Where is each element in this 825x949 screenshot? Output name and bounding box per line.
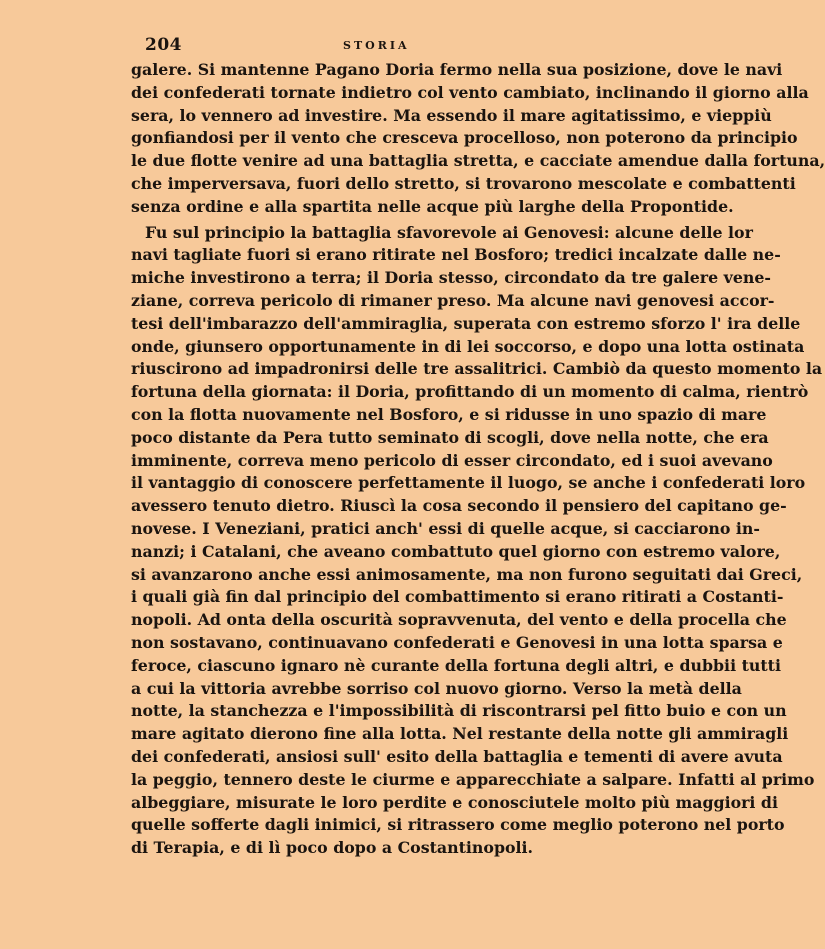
text-line: albeggiare, misurate le loro perdite e conosciutele molto più maggiori di <box>131 792 778 812</box>
text-line: poco distante da Pera tutto seminato di scogli, dove nella notte, che era <box>131 427 769 447</box>
text-line: quelle sofferte dagli inimici, si ritrassero come meglio poterono nel porto <box>131 815 785 835</box>
text-line: notte, la stanchezza e l'impossibilità di riscontrarsi pel fitto buio e con un <box>131 701 787 721</box>
text-line: senza ordine e alla spartita nelle acque più larghe della Propontide. <box>131 196 734 216</box>
paragraph <box>131 59 825 219</box>
text-line: che imperversava, fuori dello stretto, si trovarono mescolate e combattenti <box>131 173 796 193</box>
text-line: i quali già fin dal principio del combattimento si erano ritirati a Costanti- <box>131 587 784 607</box>
text-line: dei confederati tornate indietro col vento cambiato, inclinando il giorno alla <box>131 82 809 102</box>
text-line: di Terapia, e di lì poco dopo a Costantinopoli. <box>131 838 534 858</box>
text-line: novese. I Veneziani, pratici anch' essi di quelle acque, si cacciarono in- <box>131 518 760 538</box>
text-line: miche investirono a terra; il Doria stesso, circondato da tre galere vene- <box>131 268 771 288</box>
text-line: feroce, ciascuno ignaro nè curante della fortuna degli altri, e dubbii tutti <box>131 655 781 675</box>
text-line: la peggio, tennero deste le ciurme e apparecchiate a salpare. Infatti al primo <box>131 769 815 789</box>
text-line: ziane, correva pericolo di rimaner preso. Ma alcune navi genovesi accor- <box>131 290 775 310</box>
text-line: con la flotta nuovamente nel Bosforo, e si ridusse in uno spazio di mare <box>131 404 767 424</box>
text-line: riuscirono ad impadronirsi delle tre assalitrici. Cambiò da questo momento la <box>131 359 823 379</box>
text-line: dei confederati, ansiosi sull' esito della battaglia e tementi di avere avuta <box>131 746 783 766</box>
page-number: 204 <box>145 35 182 55</box>
text-line: a cui la vittoria avrebbe sorriso col nuovo giorno. Verso la metà della <box>131 678 742 698</box>
text-line: fortuna della giornata: il Doria, profittando di un momento di calma, rientrò <box>131 382 809 402</box>
text-line: navi tagliate fuori si erano ritirate nel Bosforo; tredici incalzate dalle ne- <box>131 245 781 265</box>
text-line: sera, lo vennero ad investire. Ma essendo il mare agitatissimo, e vieppiù <box>131 105 772 125</box>
text-line: si avanzarono anche essi animosamente, ma non furono seguitati dai Greci, <box>131 564 803 584</box>
text-line: Fu sul principio la battaglia sfavorevole ai Genovesi: alcune delle lor <box>145 222 753 242</box>
text-line: non sostavano, continuavano confederati e Genovesi in una lotta sparsa e <box>131 632 783 652</box>
body-text <box>131 59 825 860</box>
text-line: onde, giunsero opportunamente in di lei soccorso, e dopo una lotta ostinata <box>131 336 805 356</box>
text-line: gonfiandosi per il vento che cresceva procelloso, non poterono da principio <box>131 128 798 148</box>
text-line: nopoli. Ad onta della oscurità sopravvenuta, del vento e della procella che <box>131 610 787 630</box>
paragraph <box>131 222 823 860</box>
text-line: galere. Si mantenne Pagano Doria fermo nella sua posizione, dove le navi <box>131 60 783 79</box>
text-line: avessero tenuto dietro. Riuscì la cosa secondo il pensiero del capitano ge- <box>131 496 787 516</box>
text-line: imminente, correva meno pericolo di esser circondato, ed i suoi avevano <box>131 450 773 470</box>
text-line: nanzi; i Catalani, che aveano combattuto quel giorno con estremo valore, <box>131 541 781 561</box>
text-line: tesi dell'imbarazzo dell'ammiraglia, superata con estremo sforzo l' ira delle <box>131 313 801 333</box>
text-line: le due flotte venire ad una battaglia stretta, e cacciate amendue dalla fortuna, <box>131 151 825 171</box>
running-head: STORIA <box>343 39 410 52</box>
text-line: mare agitato dierono fine alla lotta. Nel restante della notte gli ammiragli <box>131 724 789 744</box>
page-header <box>131 34 625 58</box>
text-line: il vantaggio di conoscere perfettamente il luogo, se anche i confederati loro <box>131 473 806 493</box>
